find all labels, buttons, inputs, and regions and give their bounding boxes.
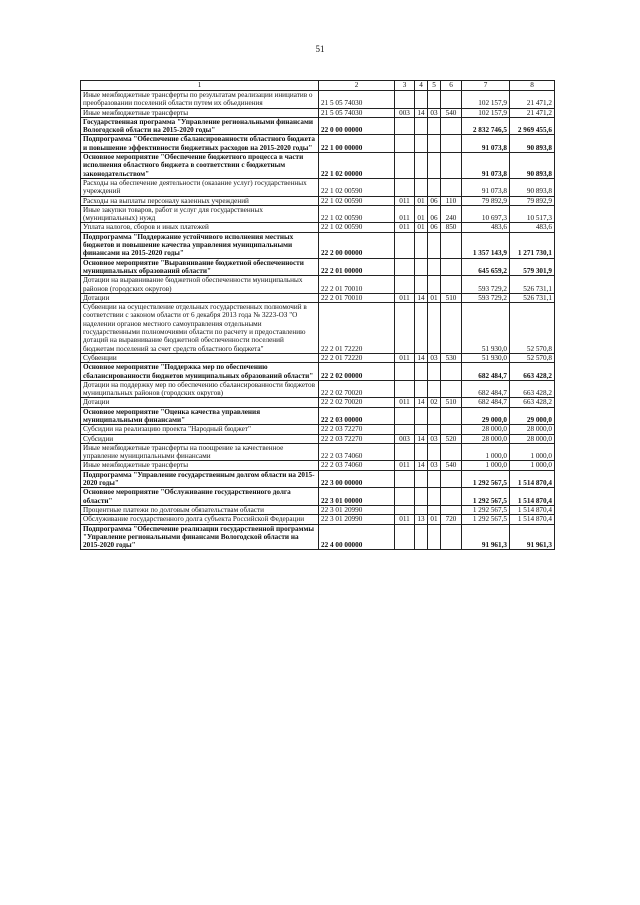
row-col4-cell — [415, 425, 428, 434]
row-name-cell: Субвенции — [81, 353, 319, 362]
row-col6-cell: 540 — [441, 108, 462, 117]
row-col6-cell: 110 — [441, 196, 462, 205]
row-name-cell: Субвенции на осуществление отдельных государственных полномочий в соответствии с законом области от 6 декабря 2013 года № 3223-ОЗ "О наделении органов местного самоуправления отдельными государственными полномочиями области по расчету и предоставлению дотаций на выравнивание бюджетной обеспеченности поселений бюджетам поселений за счет средств областного бюджета" — [81, 303, 319, 354]
row-col4-cell — [415, 407, 428, 425]
row-col6-cell — [441, 303, 462, 354]
row-col4-cell — [415, 443, 428, 461]
row-value-col8-cell: 10 517,3 — [510, 205, 555, 223]
row-name-cell: Подпрограмма "Управление государственным долгом области на 2015-2020 годы" — [81, 470, 319, 488]
row-col4-cell: 14 — [415, 108, 428, 117]
row-col4-cell: 01 — [415, 205, 428, 223]
row-col6-cell — [441, 135, 462, 153]
row-value-col7-cell: 593 729,2 — [462, 293, 510, 302]
header-cell: 1 — [81, 81, 319, 91]
row-value-col8-cell: 28 000,0 — [510, 434, 555, 443]
row-col5-cell — [428, 524, 441, 550]
row-col6-cell — [441, 443, 462, 461]
row-value-col8-cell: 52 570,8 — [510, 353, 555, 362]
row-value-col7-cell: 1 292 567,5 — [462, 488, 510, 506]
row-value-col7-cell: 1 292 567,5 — [462, 515, 510, 524]
row-col6-cell — [441, 380, 462, 398]
header-cell: 2 — [319, 81, 395, 91]
row-value-col8-cell: 663 428,2 — [510, 363, 555, 381]
row-col4-cell — [415, 91, 428, 109]
row-col5-cell: 03 — [428, 108, 441, 117]
row-col4-cell — [415, 117, 428, 135]
row-col6-cell: 510 — [441, 398, 462, 407]
row-code-cell: 22 1 02 00590 — [319, 196, 395, 205]
row-value-col7-cell: 1 357 143,9 — [462, 232, 510, 258]
table-row — [81, 91, 555, 109]
row-name-cell: Подпрограмма "Обеспечение реализации государственной программы "Управление региональными финансами Вологодской области на 2015-2020 годы" — [81, 524, 319, 550]
row-col6-cell — [441, 470, 462, 488]
row-col5-cell: 03 — [428, 353, 441, 362]
table-row — [81, 108, 555, 117]
row-code-cell: 22 1 02 00000 — [319, 153, 395, 179]
row-col6-cell — [441, 363, 462, 381]
row-value-col7-cell: 1 292 567,5 — [462, 470, 510, 488]
row-col6-cell: 240 — [441, 205, 462, 223]
row-col5-cell — [428, 303, 441, 354]
row-col5-cell: 03 — [428, 461, 441, 470]
row-value-col8-cell: 90 893,8 — [510, 178, 555, 196]
row-name-cell: Дотации — [81, 398, 319, 407]
table-row — [81, 425, 555, 434]
row-code-cell: 22 2 01 72220 — [319, 303, 395, 354]
row-col6-cell — [441, 425, 462, 434]
row-code-cell: 22 2 02 70020 — [319, 380, 395, 398]
header-cell: 8 — [510, 81, 555, 91]
row-col3-cell — [395, 117, 415, 135]
row-code-cell: 22 3 01 20990 — [319, 505, 395, 514]
row-col3-cell — [395, 135, 415, 153]
row-col6-cell: 510 — [441, 293, 462, 302]
row-value-col8-cell: 483,6 — [510, 223, 555, 232]
row-value-col7-cell: 51 930,0 — [462, 303, 510, 354]
row-col6-cell — [441, 276, 462, 294]
row-code-cell: 22 2 03 74060 — [319, 461, 395, 470]
row-col4-cell — [415, 153, 428, 179]
row-value-col7-cell: 593 729,2 — [462, 276, 510, 294]
row-col4-cell — [415, 524, 428, 550]
row-col4-cell — [415, 380, 428, 398]
row-code-cell: 22 2 01 70010 — [319, 276, 395, 294]
table-row — [81, 196, 555, 205]
row-name-cell: Основное мероприятие "Поддержка мер по обеспечению сбалансированности бюджетов муниципальных образований области" — [81, 363, 319, 381]
row-col4-cell: 14 — [415, 398, 428, 407]
row-col5-cell — [428, 232, 441, 258]
row-col5-cell — [428, 505, 441, 514]
row-value-col7-cell: 102 157,9 — [462, 91, 510, 109]
row-col5-cell: 06 — [428, 196, 441, 205]
row-value-col7-cell: 91 961,3 — [462, 524, 510, 550]
row-col5-cell — [428, 178, 441, 196]
row-code-cell: 22 1 02 00590 — [319, 223, 395, 232]
row-col3-cell: 011 — [395, 461, 415, 470]
row-code-cell: 22 2 03 74060 — [319, 443, 395, 461]
row-name-cell: Дотации на поддержку мер по обеспечению сбалансированности бюджетов муниципальных районов (городских округов) — [81, 380, 319, 398]
row-col3-cell: 011 — [395, 398, 415, 407]
table-row — [81, 135, 555, 153]
row-col6-cell — [441, 153, 462, 179]
row-value-col7-cell: 10 697,3 — [462, 205, 510, 223]
row-col3-cell: 011 — [395, 353, 415, 362]
row-col4-cell: 14 — [415, 461, 428, 470]
row-value-col8-cell: 1 514 870,4 — [510, 470, 555, 488]
row-col3-cell — [395, 470, 415, 488]
row-col3-cell: 003 — [395, 108, 415, 117]
row-col3-cell — [395, 363, 415, 381]
budget-table — [80, 80, 555, 550]
row-name-cell: Процентные платежи по долговым обязательствам области — [81, 505, 319, 514]
table-row — [81, 178, 555, 196]
row-col5-cell: 06 — [428, 223, 441, 232]
row-value-col8-cell: 1 514 870,4 — [510, 505, 555, 514]
table-row — [81, 223, 555, 232]
row-col6-cell: 540 — [441, 461, 462, 470]
row-col3-cell: 011 — [395, 196, 415, 205]
row-col5-cell: 03 — [428, 434, 441, 443]
row-col3-cell: 011 — [395, 205, 415, 223]
row-value-col8-cell: 1 514 870,4 — [510, 488, 555, 506]
row-value-col8-cell: 526 731,1 — [510, 276, 555, 294]
row-col3-cell: 011 — [395, 515, 415, 524]
row-value-col8-cell: 52 570,8 — [510, 303, 555, 354]
row-col6-cell — [441, 407, 462, 425]
table-row — [81, 232, 555, 258]
table-row — [81, 488, 555, 506]
row-value-col8-cell: 526 731,1 — [510, 293, 555, 302]
row-col5-cell: 01 — [428, 293, 441, 302]
row-value-col7-cell: 1 000,0 — [462, 443, 510, 461]
row-value-col7-cell: 1 000,0 — [462, 461, 510, 470]
table-row — [81, 470, 555, 488]
table-row — [81, 353, 555, 362]
row-col6-cell — [441, 117, 462, 135]
table-row — [81, 205, 555, 223]
row-value-col7-cell: 682 484,7 — [462, 398, 510, 407]
row-col3-cell: 011 — [395, 223, 415, 232]
row-value-col8-cell: 21 471,2 — [510, 108, 555, 117]
row-col6-cell — [441, 505, 462, 514]
row-col4-cell: 01 — [415, 223, 428, 232]
table-row — [81, 434, 555, 443]
row-col4-cell: 14 — [415, 353, 428, 362]
row-value-col7-cell: 483,6 — [462, 223, 510, 232]
row-col3-cell — [395, 276, 415, 294]
row-col3-cell — [395, 407, 415, 425]
row-name-cell: Иные межбюджетные трансферты — [81, 108, 319, 117]
row-col4-cell — [415, 135, 428, 153]
row-value-col8-cell: 1 514 870,4 — [510, 515, 555, 524]
row-col4-cell — [415, 178, 428, 196]
row-value-col7-cell: 682 484,7 — [462, 363, 510, 381]
row-col6-cell: 850 — [441, 223, 462, 232]
row-col4-cell — [415, 470, 428, 488]
row-code-cell: 22 1 02 00590 — [319, 178, 395, 196]
row-col3-cell — [395, 505, 415, 514]
row-name-cell: Дотации на выравнивание бюджетной обеспеченности муниципальных районов (городских округов) — [81, 276, 319, 294]
row-value-col8-cell: 28 000,0 — [510, 425, 555, 434]
row-value-col7-cell: 29 000,0 — [462, 407, 510, 425]
header-cell: 7 — [462, 81, 510, 91]
row-name-cell: Субсидии — [81, 434, 319, 443]
row-name-cell: Подпрограмма "Поддержание устойчивого исполнения местных бюджетов и повышение качества управления муниципальными финансами на 2015-2020 годы" — [81, 232, 319, 258]
table-row — [81, 293, 555, 302]
row-name-cell: Основное мероприятие "Выравнивание бюджетной обеспеченности муниципальных образований области" — [81, 258, 319, 276]
row-value-col8-cell: 21 471,2 — [510, 91, 555, 109]
row-code-cell: 22 2 01 72220 — [319, 353, 395, 362]
row-col5-cell — [428, 470, 441, 488]
row-col6-cell: 520 — [441, 434, 462, 443]
row-code-cell: 22 2 03 72270 — [319, 434, 395, 443]
row-name-cell: Дотации — [81, 293, 319, 302]
row-col4-cell: 14 — [415, 434, 428, 443]
row-col5-cell — [428, 407, 441, 425]
row-value-col8-cell: 663 428,2 — [510, 380, 555, 398]
table-row — [81, 443, 555, 461]
header-cell: 4 — [415, 81, 428, 91]
row-value-col8-cell: 663 428,2 — [510, 398, 555, 407]
row-col3-cell: 011 — [395, 293, 415, 302]
row-code-cell: 22 3 00 00000 — [319, 470, 395, 488]
row-name-cell: Расходы на обеспечение деятельности (оказание услуг) государственных учреждений — [81, 178, 319, 196]
row-col4-cell — [415, 505, 428, 514]
row-name-cell: Иные межбюджетные трансферты — [81, 461, 319, 470]
row-code-cell: 22 2 03 00000 — [319, 407, 395, 425]
row-col4-cell — [415, 488, 428, 506]
row-name-cell: Подпрограмма "Обеспечение сбалансированности областного бюджета и повышение эффективности бюджетных расходов на 2015-2020 годы" — [81, 135, 319, 153]
table-row — [81, 515, 555, 524]
row-col5-cell — [428, 488, 441, 506]
row-col5-cell — [428, 153, 441, 179]
row-col4-cell: 13 — [415, 515, 428, 524]
row-col3-cell — [395, 303, 415, 354]
row-col3-cell — [395, 153, 415, 179]
row-col6-cell — [441, 232, 462, 258]
row-code-cell: 22 1 00 00000 — [319, 135, 395, 153]
row-col3-cell — [395, 524, 415, 550]
table-row — [81, 363, 555, 381]
row-value-col8-cell: 1 000,0 — [510, 443, 555, 461]
row-value-col7-cell: 79 892,9 — [462, 196, 510, 205]
row-col4-cell: 01 — [415, 196, 428, 205]
row-code-cell: 22 1 02 00590 — [319, 205, 395, 223]
row-col3-cell — [395, 178, 415, 196]
table-row — [81, 258, 555, 276]
row-name-cell: Государственная программа "Управление региональными финансами Вологодской области на 2015-2020 годы" — [81, 117, 319, 135]
row-value-col8-cell: 29 000,0 — [510, 407, 555, 425]
table-row — [81, 303, 555, 354]
row-code-cell: 22 3 01 00000 — [319, 488, 395, 506]
row-col6-cell — [441, 258, 462, 276]
row-code-cell: 21 5 05 74030 — [319, 108, 395, 117]
row-col3-cell: 003 — [395, 434, 415, 443]
row-value-col8-cell: 1 000,0 — [510, 461, 555, 470]
row-value-col8-cell: 79 892,9 — [510, 196, 555, 205]
header-cell: 6 — [441, 81, 462, 91]
row-value-col8-cell: 91 961,3 — [510, 524, 555, 550]
row-col6-cell — [441, 91, 462, 109]
row-col5-cell — [428, 91, 441, 109]
row-col3-cell — [395, 425, 415, 434]
table-header-row — [81, 81, 555, 91]
row-value-col8-cell: 1 271 730,1 — [510, 232, 555, 258]
table-row — [81, 505, 555, 514]
row-code-cell: 22 2 03 72270 — [319, 425, 395, 434]
page-number: 51 — [315, 44, 325, 54]
row-col6-cell — [441, 178, 462, 196]
row-name-cell: Иные межбюджетные трансферты на поощрение за качественное управление муниципальными финансами — [81, 443, 319, 461]
row-col5-cell: 06 — [428, 205, 441, 223]
row-code-cell: 22 2 01 00000 — [319, 258, 395, 276]
row-col4-cell — [415, 232, 428, 258]
row-col5-cell — [428, 443, 441, 461]
row-name-cell: Обслуживание государственного долга субъекта Российской Федерации — [81, 515, 319, 524]
row-col5-cell — [428, 276, 441, 294]
row-code-cell: 22 2 01 70010 — [319, 293, 395, 302]
row-code-cell: 22 4 00 00000 — [319, 524, 395, 550]
row-col3-cell — [395, 443, 415, 461]
row-col3-cell — [395, 258, 415, 276]
row-col5-cell — [428, 135, 441, 153]
row-col4-cell — [415, 258, 428, 276]
row-value-col7-cell: 28 000,0 — [462, 425, 510, 434]
row-col3-cell — [395, 91, 415, 109]
row-col6-cell — [441, 524, 462, 550]
table-row — [81, 398, 555, 407]
row-name-cell: Иные закупки товаров, работ и услуг для государственных (муниципальных) нужд — [81, 205, 319, 223]
row-name-cell: Иные межбюджетные трансферты по результатам реализации инициатив о преобразовании поселений области путем их объединения — [81, 91, 319, 109]
header-cell: 5 — [428, 81, 441, 91]
row-name-cell: Основное мероприятие "Обслуживание государственного долга области" — [81, 488, 319, 506]
row-code-cell: 22 2 02 00000 — [319, 363, 395, 381]
row-value-col7-cell: 28 000,0 — [462, 434, 510, 443]
row-col3-cell — [395, 232, 415, 258]
table-row — [81, 276, 555, 294]
row-col4-cell — [415, 276, 428, 294]
row-value-col7-cell: 645 659,2 — [462, 258, 510, 276]
row-col5-cell: 02 — [428, 398, 441, 407]
row-name-cell: Расходы на выплаты персоналу казенных учреждений — [81, 196, 319, 205]
row-col5-cell — [428, 380, 441, 398]
table-row — [81, 524, 555, 550]
row-code-cell: 21 5 05 74030 — [319, 91, 395, 109]
table-row — [81, 380, 555, 398]
row-col4-cell — [415, 303, 428, 354]
row-code-cell: 22 0 00 00000 — [319, 117, 395, 135]
row-code-cell: 22 2 00 00000 — [319, 232, 395, 258]
row-col3-cell — [395, 488, 415, 506]
table-row — [81, 461, 555, 470]
row-name-cell: Субсидии на реализацию проекта "Народный бюджет" — [81, 425, 319, 434]
row-value-col7-cell: 91 073,8 — [462, 178, 510, 196]
row-col4-cell — [415, 363, 428, 381]
row-col5-cell — [428, 258, 441, 276]
row-value-col8-cell: 2 969 455,6 — [510, 117, 555, 135]
row-code-cell: 22 2 02 70020 — [319, 398, 395, 407]
row-col4-cell: 14 — [415, 293, 428, 302]
row-code-cell: 22 3 01 20990 — [319, 515, 395, 524]
row-value-col7-cell: 91 073,8 — [462, 153, 510, 179]
row-col5-cell — [428, 363, 441, 381]
row-value-col8-cell: 579 301,9 — [510, 258, 555, 276]
row-value-col7-cell: 102 157,9 — [462, 108, 510, 117]
row-value-col7-cell: 1 292 567,5 — [462, 505, 510, 514]
row-col6-cell: 530 — [441, 353, 462, 362]
row-value-col7-cell: 682 484,7 — [462, 380, 510, 398]
row-value-col7-cell: 51 930,0 — [462, 353, 510, 362]
row-name-cell: Основное мероприятие "Обеспечение бюджетного процесса в части исполнения областного бюджета в соответствии с бюджетным законодательством" — [81, 153, 319, 179]
table-row — [81, 407, 555, 425]
table-row — [81, 117, 555, 135]
row-col6-cell — [441, 488, 462, 506]
row-col6-cell: 720 — [441, 515, 462, 524]
header-cell: 3 — [395, 81, 415, 91]
row-name-cell: Уплата налогов, сборов и иных платежей — [81, 223, 319, 232]
table-row — [81, 153, 555, 179]
row-value-col7-cell: 2 832 746,5 — [462, 117, 510, 135]
row-value-col8-cell: 90 893,8 — [510, 153, 555, 179]
row-col5-cell — [428, 117, 441, 135]
row-name-cell: Основное мероприятие "Оценка качества управления муниципальными финансами" — [81, 407, 319, 425]
row-value-col7-cell: 91 073,8 — [462, 135, 510, 153]
row-col5-cell — [428, 425, 441, 434]
row-value-col8-cell: 90 893,8 — [510, 135, 555, 153]
row-col5-cell: 01 — [428, 515, 441, 524]
row-col3-cell — [395, 380, 415, 398]
